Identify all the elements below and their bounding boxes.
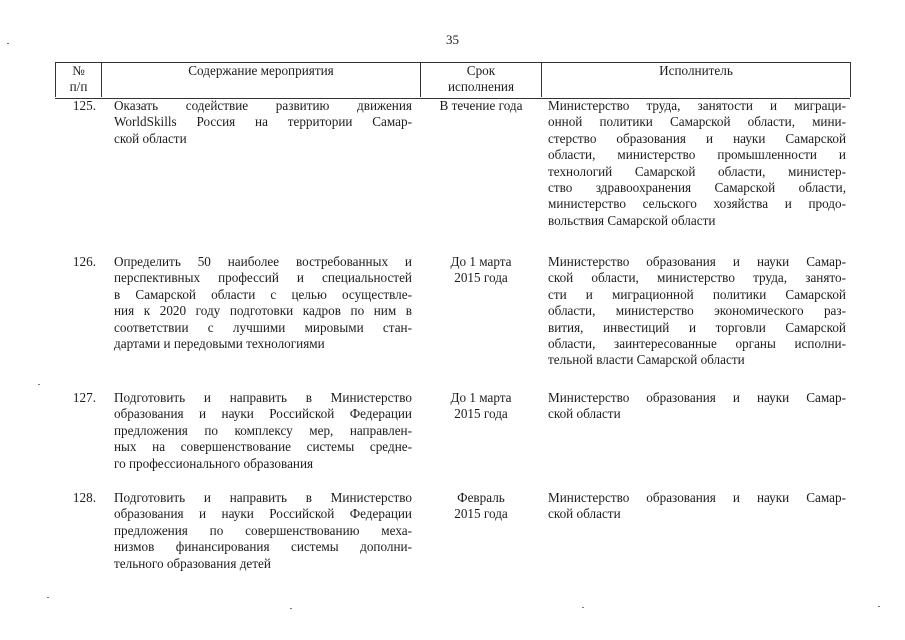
content-line: образования и науки Российской Федерации [114, 406, 412, 422]
term-line: 2015 года [454, 270, 508, 286]
row-executor [548, 490, 846, 523]
header-executor-label: Исполнитель [659, 63, 733, 78]
row-term [422, 254, 540, 287]
executor-line: ской области [548, 406, 621, 422]
content-line: предложения по комплексу мер, направлен- [114, 422, 412, 438]
page-number: 35 [446, 32, 459, 47]
table-border-right [850, 62, 851, 97]
row-content [114, 98, 412, 147]
content-line: го профессионального образования [114, 455, 314, 471]
content-line: образования и науки Российской Федерации [114, 506, 412, 522]
content-line: Оказать содействие развитию движения [114, 98, 412, 113]
scan-speck [290, 608, 292, 609]
term-line: В течение года [439, 98, 523, 113]
executor-line: области, заинтересованные органы исполни- [548, 336, 846, 352]
row-executor [548, 254, 846, 369]
scan-speck [47, 597, 49, 598]
content-line: Подготовить и направить в Министерство [114, 390, 412, 405]
header-num [56, 63, 101, 95]
content-line: предложения по совершенствованию меха- [114, 522, 412, 538]
header-num-line-1: № [72, 63, 85, 78]
content-line: перспективных профессий и специальностей [114, 270, 412, 286]
executor-line: тельной власти Самарской области [548, 352, 745, 368]
row-number: 125. [72, 98, 96, 113]
content-line: дартами и передовыми технологиями [114, 336, 325, 352]
row-content [114, 390, 412, 472]
executor-line: вольствия Самарской области [548, 212, 716, 228]
content-line: WorldSkills Россия на территории Самар- [114, 114, 412, 130]
executor-line: ство здравоохранения Самарской области, [548, 180, 846, 196]
executor-line: стерство образования и науки Самарской [548, 130, 846, 146]
header-term-line-1: Срок [466, 63, 496, 78]
content-line: тельного образования детей [114, 555, 271, 571]
header-content [102, 63, 420, 79]
header-num-line-2: п/п [69, 79, 88, 94]
executor-line: области, министерство экономического раз- [548, 303, 846, 319]
header-term-line-2: исполнения [447, 79, 515, 94]
executor-line: сти и миграционной политики Самарской [548, 286, 846, 302]
row-content [114, 254, 412, 352]
row-executor [548, 98, 846, 229]
scan-speck [582, 607, 584, 608]
term-line: 2015 года [454, 406, 508, 422]
content-line: соответствии с лучшими мировыми стан- [114, 319, 412, 335]
executor-line: министерство сельского хозяйства и продо- [548, 196, 846, 212]
content-line: ных на совершенствование системы средне- [114, 439, 412, 455]
row-number: 128. [72, 490, 96, 505]
header-term [421, 63, 541, 95]
row-number: 126. [72, 254, 96, 269]
executor-line: области, министерство промышленности и [548, 147, 846, 163]
executor-line: онной политики Самарской области, мини- [548, 114, 846, 130]
row-number: 127. [72, 390, 96, 405]
row-executor [548, 390, 846, 423]
term-line: До 1 марта [450, 254, 512, 269]
executor-line: Министерство труда, занятости и миграци- [548, 98, 846, 113]
content-line: низмов финансирования системы дополни- [114, 539, 412, 555]
executor-line: ской области, министерство труда, занято- [548, 270, 846, 286]
executor-line: Министерство образования и науки Самар- [548, 490, 846, 505]
row-term [422, 490, 540, 523]
content-line: Определить 50 наиболее востребованных и [114, 254, 412, 269]
scan-speck [38, 384, 40, 385]
header-content-label: Содержание мероприятия [188, 63, 334, 78]
content-line: Подготовить и направить в Министерство [114, 490, 412, 505]
content-line: ния к 2020 году подготовки кадров по ним в [114, 303, 412, 319]
executor-line: вития, инвестиций и торговли Самарской [548, 319, 846, 335]
scan-speck [7, 43, 9, 44]
executor-line: ской области [548, 506, 621, 522]
term-line: До 1 марта [450, 390, 512, 405]
executor-line: Министерство образования и науки Самар- [548, 254, 846, 269]
header-executor [542, 63, 850, 79]
row-term [422, 98, 540, 114]
term-line: Февраль [457, 490, 505, 505]
executor-line: технологий Самарской области, министер- [548, 163, 846, 179]
content-line: в Самарской области с целью осуществле- [114, 286, 412, 302]
executor-line: Министерство образования и науки Самар- [548, 390, 846, 405]
row-term [422, 390, 540, 423]
scan-speck [878, 606, 880, 607]
term-line: 2015 года [454, 506, 508, 522]
content-line: ской области [114, 130, 187, 146]
row-content [114, 490, 412, 572]
